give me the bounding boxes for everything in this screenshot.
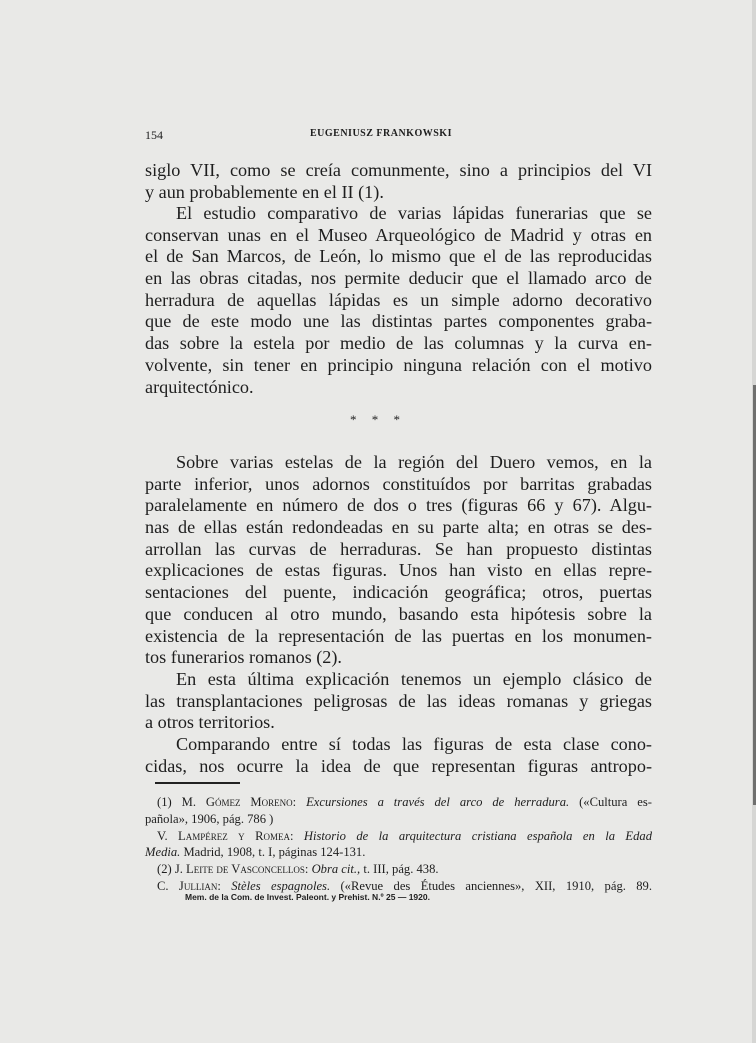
- text-line: nas de ellas están redondeadas en su parte alta; en otras se des-: [145, 517, 652, 538]
- footnote-author: C. Jullian:: [157, 878, 221, 893]
- paragraph-5: [145, 734, 652, 777]
- footnote-title: Historio de la arquitectura cristiana española en la Edad: [303, 828, 652, 843]
- footnote-author: V. Lampérez y Romea:: [157, 828, 294, 843]
- footnote-line: [145, 861, 652, 878]
- page-number: 154: [145, 128, 163, 142]
- footnote-text: t. III, pág. 438.: [363, 862, 439, 877]
- text-line: en las obras citadas, nos permite deducir que el llamado arco de: [145, 268, 652, 289]
- text-line: explicaciones de estas figuras. Unos han visto en ellas repre-: [145, 560, 652, 581]
- paragraph-3: [145, 452, 652, 669]
- text-line: que de este modo une las distintas partes componentes graba-: [145, 311, 652, 332]
- text-line: Sobre varias estelas de la región del Duero vemos, en la: [176, 452, 652, 472]
- footnote-title: Obra cit.,: [311, 862, 361, 877]
- text-line: existencia de la representación de las puertas en los monumen-: [145, 625, 652, 646]
- text-line: parte inferior, unos adornos constituídos por barritas grabadas: [145, 473, 652, 494]
- text-line: que conducen al otro mundo, basando esta hipótesis sobre la: [145, 603, 652, 624]
- footnote-line: [145, 828, 652, 845]
- text-line: siglo VII, como se creía comunmente, sino a principios del VI: [145, 160, 652, 180]
- text-line: herradura de aquellas lápidas es un simple adorno decorativo: [145, 289, 652, 310]
- footnote-text: («Revue des Études anciennes», XII, 1910, pág. 89.: [340, 878, 653, 893]
- text-line: En esta última explicación tenemos un ejemplo clásico de: [176, 669, 652, 689]
- paragraph-4: [145, 669, 652, 734]
- footnote-title: Media.: [145, 845, 181, 860]
- text-line: volvente, sin tener en principio ninguna relación con el motivo: [145, 354, 652, 375]
- text-line: das sobre la estela por medio de las columnas y la curva en-: [145, 333, 652, 354]
- footnotes: [145, 794, 652, 895]
- footnote-text: Madrid, 1908, t. I, páginas 124-131.: [183, 845, 366, 860]
- paragraph-1: [145, 160, 652, 203]
- paragraph-2: [145, 203, 652, 398]
- text-line: el de San Marcos, de León, lo mismo que el de las reproducidas: [145, 246, 652, 267]
- footnote-text: («Cultura es-: [579, 795, 652, 809]
- text-line: Comparando entre sí todas las figuras de esta clase cono-: [176, 734, 652, 754]
- text-line: El estudio comparativo de varias lápidas funerarias que se: [176, 203, 652, 223]
- footnote-mark: (1): [157, 795, 172, 809]
- text-line: las transplantaciones peligrosas de las ideas romanas y griegas: [145, 690, 652, 711]
- footnote-rule: [155, 782, 240, 784]
- footnote-mark: (2): [157, 862, 172, 877]
- text-line: y aun probablemente en el II (1).: [145, 181, 384, 202]
- text-line: paralelamente en número de dos o tres (figuras 66 y 67). Algu-: [145, 495, 652, 516]
- text-line: tos funerarios romanos (2).: [145, 647, 342, 668]
- text-line: a otros territorios.: [145, 712, 275, 733]
- footnote-title: Excursiones a través del arco de herradura.: [306, 795, 570, 809]
- page-footer: Mem. de la Com. de Invest. Paleont. y Prehist. N.º 25 — 1920.: [185, 892, 430, 902]
- footnote-author: J. Leite de Vasconcellos:: [174, 862, 309, 877]
- footnote-line: [145, 844, 652, 861]
- footnote-title: Stèles espagnoles.: [231, 878, 331, 893]
- text-line: conservan unas en el Museo Arqueológico de Madrid y otras en: [145, 224, 652, 245]
- page-header: [145, 128, 652, 144]
- running-head: EUGENIUSZ FRANKOWSKI: [310, 128, 452, 139]
- footnote-line: pañola», 1906, pág. 786 ): [145, 811, 274, 826]
- text-line: arrollan las curvas de herraduras. Se han propuesto distintas: [145, 538, 652, 559]
- footnote-line: [145, 794, 652, 811]
- footnote-author: M. Gómez Moreno:: [181, 795, 297, 809]
- text-line: sentaciones del puente, indicación geográfica; otros, puertas: [145, 582, 652, 603]
- text-line: cidas, nos ocurre la idea de que representan figuras antropo-: [145, 755, 652, 776]
- text-line: arquitectónico.: [145, 376, 254, 397]
- section-separator: * * *: [350, 412, 406, 427]
